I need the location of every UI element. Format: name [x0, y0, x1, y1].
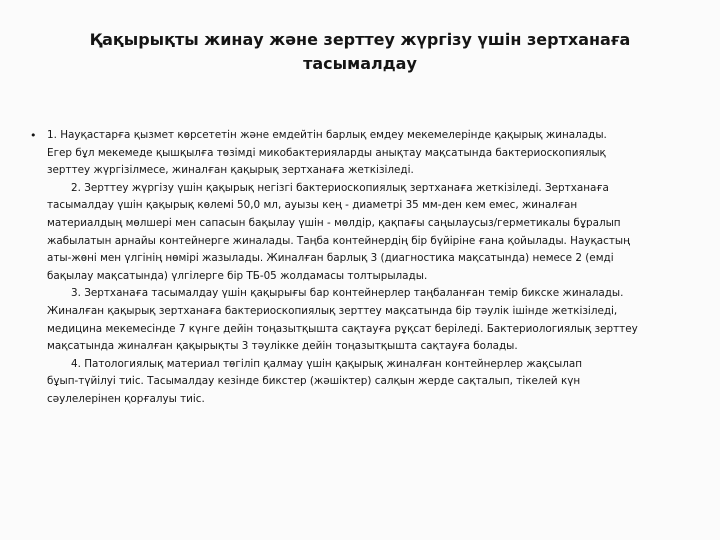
body-line: Егер бұл мекемеде қышқылға төзімді микобактерияларды анықтау мақсатында бактериоскопиялық	[47, 146, 606, 159]
body-line: бұып-түйілуі тиіс. Тасымалдау кезінде бикстер (жәшіктер) салқын жерде сақталып, тікелей күн	[47, 375, 581, 388]
body-line: зерттеу жүргізілмесе, жиналған қақырық зертханаға жеткізіледі.	[47, 164, 414, 177]
body-line: сәулелерінен қорғалуы тиіс.	[47, 392, 205, 405]
body-line-paragraph-2: 2. Зерттеу жүргізу үшін қақырық негізгі бактериоскопиялық зертханаға жеткізіледі. Зертханаға	[71, 181, 609, 194]
bullet-marker: •	[30, 129, 37, 142]
body-line: материалдың мөлшері мен сапасын бақылау үшін - мөлдір, қақпағы саңылаусыз/герметикалы бұралып	[47, 216, 621, 229]
slide-title	[60, 28, 660, 76]
body-line: тасымалдау үшін қақырық көлемі 50,0 мл, ауызы кең - диаметрі 35 мм-ден кем емес, жиналған	[47, 199, 578, 212]
slide-title-line-1: Қақырықты жинау және зерттеу жүргізу үшін зертханаға	[89, 30, 631, 49]
body-text	[47, 127, 679, 409]
body-line: жабылатын арнайы контейнерге жиналады. Таңба контейнердің бір бүйіріне ғана қойылады. Науқастың	[47, 234, 630, 247]
body-line: 1. Науқастарға қызмет көрсететін және емдейтін барлық емдеу мекемелерінде қақырық жиналады.	[47, 129, 607, 141]
body-line-paragraph-4: 4. Патологиялық материал төгіліп қалмау үшін қақырық жиналған контейнерлер жақсылап	[71, 357, 583, 370]
slide-title-line-2: тасымалдау	[303, 54, 417, 73]
body-line: Жиналған қақырық зертханаға бактериоскопиялық зерттеу мақсатында бір тәулік ішінде жеткізіледі,	[47, 304, 618, 317]
body-line-paragraph-3: 3. Зертханаға тасымалдау үшін қақырығы бар контейнерлер таңбаланған темір бикске жиналады.	[71, 287, 624, 300]
body-line: аты-жөні мен үлгінің нөмірі жазылады. Жиналған барлық 3 (диагностика мақсатында) немесе 2 (емді	[47, 252, 614, 265]
body-line: бақылау мақсатында) үлгілерге бір ТБ-05 жолдамасы толтырылады.	[47, 269, 428, 282]
body-line: медицина мекемесінде 7 күнге дейін тоңазытқышта сақтауға рұқсат беріледі. Бактериологиялық зерттеу	[47, 322, 638, 335]
body-line: мақсатында жиналған қақырықты 3 тәулікке дейін тоңазытқышта сақтауға болады.	[47, 340, 518, 353]
